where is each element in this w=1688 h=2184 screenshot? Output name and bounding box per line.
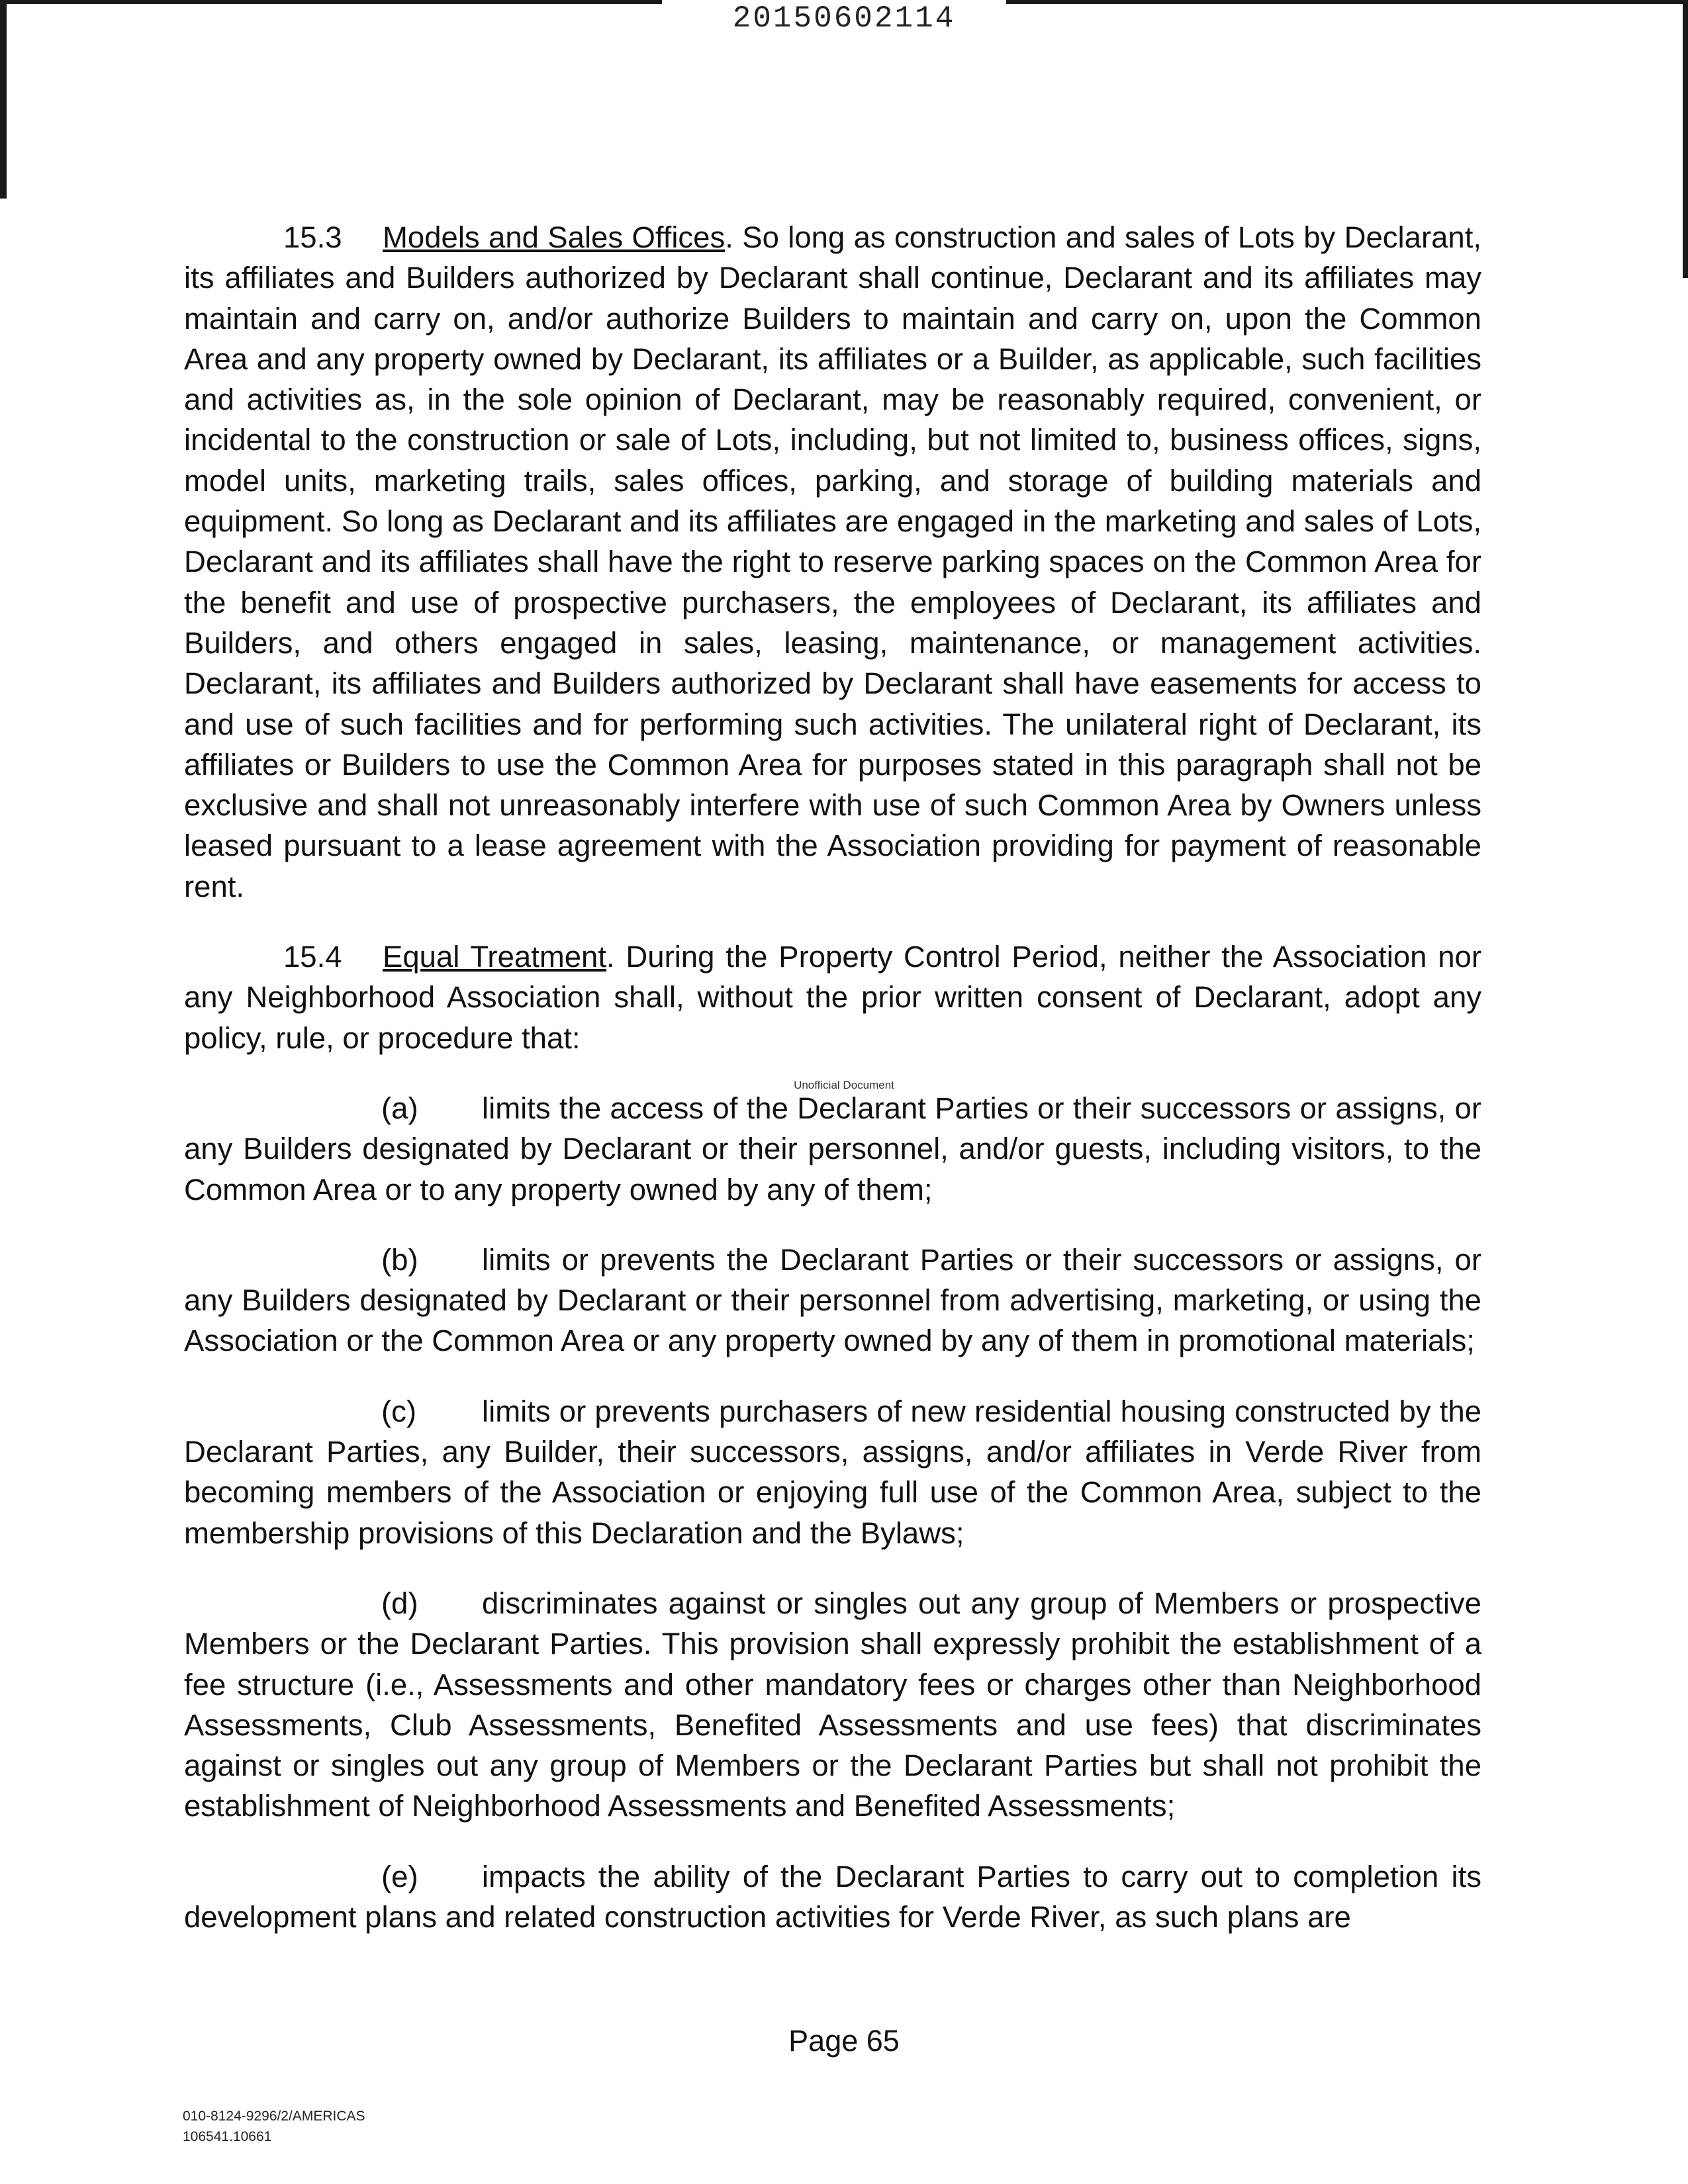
item-a-text: limits the access of the Declarant Parties or their successors or assigns, or any Builders designated by Declarant or their personnel, and/or guests, including visitors, to the Common Area or to any property owned by any of them;	[184, 1091, 1481, 1206]
footer-codes	[183, 2106, 365, 2147]
item-d-text: discriminates against or singles out any group of Members or prospective Members or the Declarant Parties. This provision shall expressly prohibit the establishment of a fee structure (i.e., Assessments and other mandatory fees or charges other than Neighborhood Assessments, Club Assessments, Benefited Assessments and use fees) that discriminates against or singles out any group of Members or the Declarant Parties but shall not prohibit the establishment of Neighborhood Assessments and Benefited Assessments;	[184, 1586, 1481, 1823]
item-b	[184, 1240, 1481, 1361]
document-number: 20150602114	[732, 1, 956, 36]
section-15-4-text: . During the Property Control Period, neither the Association nor any Neighborhood Association shall, without the prior written consent of Declarant, adopt any policy, rule, or procedure that:	[184, 940, 1481, 1055]
section-15-3-text: . So long as construction and sales of Lots by Declarant, its affiliates and Builders authorized by Declarant shall continue, Declarant and its affiliates may maintain and carry on, and/or authorize Builders to maintain and carry on, upon the Common Area and any property owned by Declarant, its affiliates or a Builder, as applicable, such facilities and activities as, in the sole opinion of Declarant, may be reasonably required, convenient, or incidental to the construction or sale of Lots, including, but not limited to, business offices, signs, model units, marketing trails, sales offices, parking, and storage of building materials and equipment. So long as Declarant and its affiliates are engaged in the marketing and sales of Lots, Declarant and its affiliates shall have the right to reserve parking spaces on the Common Area for the benefit and use of prospective purchasers, the employees of Declarant, its affiliates and Builders, and others engaged in sales, leasing, maintenance, or management activities. Declarant, its affiliates and Builders authorized by Declarant shall have easements for access to and use of such facilities and for performing such activities. The unilateral right of Declarant, its affiliates or Builders to use the Common Area for purposes stated in this paragraph shall not be exclusive and shall not unreasonably interfere with use of such Common Area by Owners unless leased pursuant to a lease agreement with the Association providing for payment of reasonable rent.	[184, 220, 1481, 903]
section-15-3-number: 15.3	[283, 220, 342, 254]
page-number: Page 65	[788, 2024, 900, 2058]
scan-edge-right	[1683, 0, 1688, 278]
item-e-label: (e)	[381, 1859, 418, 1893]
item-a	[184, 1088, 1481, 1210]
section-15-4-number: 15.4	[283, 940, 342, 974]
section-15-4-heading: Equal Treatment	[383, 940, 606, 974]
footer-code-line-2: 106541.10661	[183, 2129, 272, 2144]
section-15-4	[184, 936, 1481, 1058]
section-15-3-heading: Models and Sales Offices	[383, 220, 726, 254]
item-e	[184, 1856, 1481, 1938]
item-c-text: limits or prevents purchasers of new residential housing constructed by the Declarant Parties, any Builder, their successors, assigns, and/or affiliates in Verde River from becoming members of the Association or enjoying full use of the Common Area, subject to the membership provisions of this Declaration and the Bylaws;	[184, 1394, 1481, 1550]
item-d	[184, 1583, 1481, 1827]
section-15-3	[184, 217, 1481, 907]
item-c-label: (c)	[381, 1394, 417, 1428]
item-b-label: (b)	[381, 1242, 418, 1277]
item-a-label: (a)	[381, 1091, 418, 1125]
watermark: Unofficial Document	[794, 1079, 894, 1091]
document-body	[184, 217, 1481, 1967]
item-e-text: impacts the ability of the Declarant Parties to carry out to completion its development plans and related construction activities for Verde River, as such plans are	[184, 1859, 1481, 1934]
footer-code-line-1: 010-8124-9296/2/AMERICAS	[183, 2109, 365, 2124]
item-b-text: limits or prevents the Declarant Parties or their successors or assigns, or any Builders designated by Declarant or their personnel from advertising, marketing, or using the Association or the Common Area or any property owned by any of them in promotional materials;	[184, 1242, 1481, 1358]
item-c	[184, 1391, 1481, 1553]
item-d-label: (d)	[381, 1586, 418, 1620]
